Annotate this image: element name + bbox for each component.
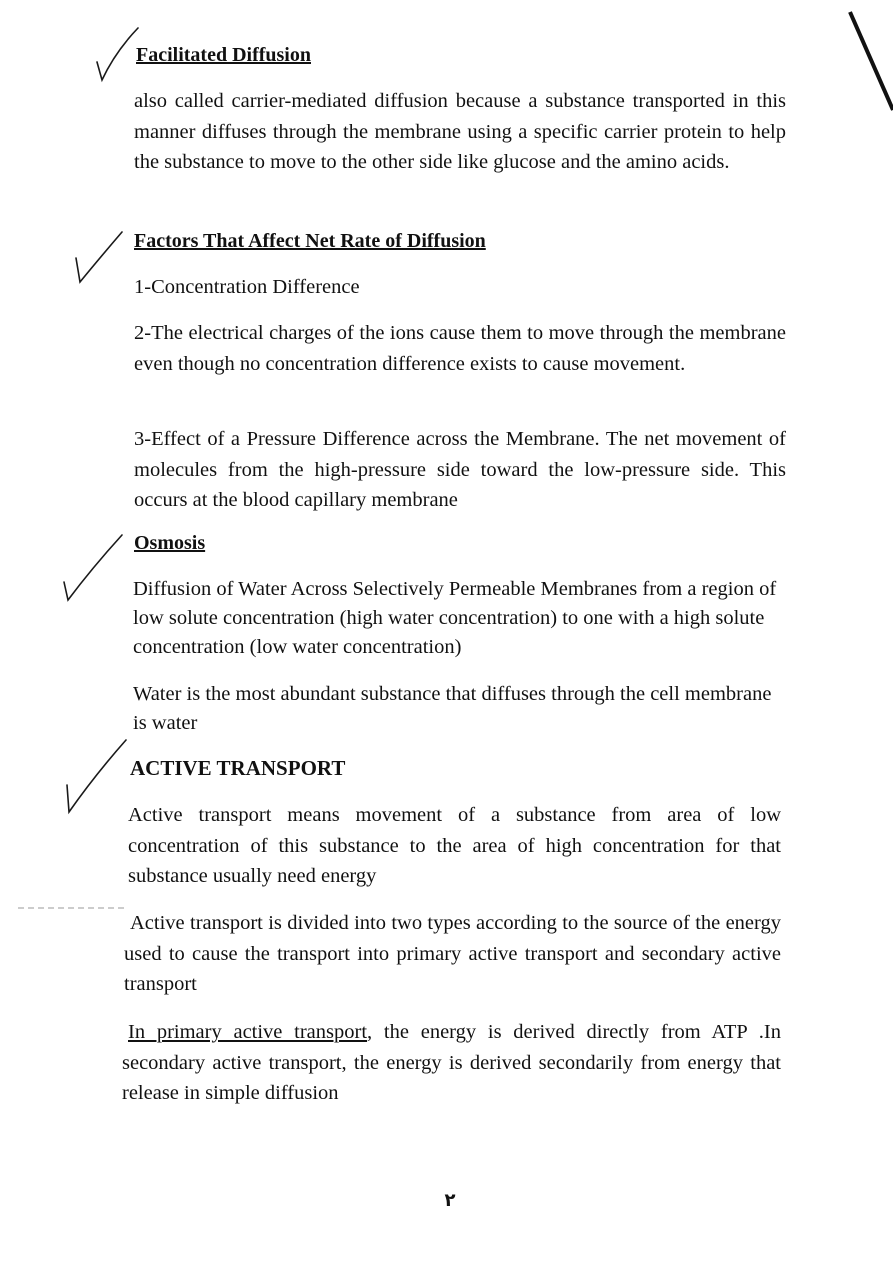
facilitated-diffusion-body: also called carrier-mediated diffusion because a substance transported in this manner diffuses through the membrane using a specific carrier protein to help the substance to move to the other side like glucose and the amino acids. xyxy=(134,90,786,173)
checkmark-icon xyxy=(64,535,122,600)
checkmark-icon xyxy=(97,28,138,80)
page-number: ٢ xyxy=(444,1190,456,1211)
factors-heading: Factors That Affect Net Rate of Diffusion xyxy=(134,230,486,252)
checkmark-icon xyxy=(76,232,122,282)
factor-item-3: 3-Effect of a Pressure Difference across the Membrane. The net movement of molecules from the high-pressure side toward the low-pressure side. This occurs at the blood capillary membrane xyxy=(134,428,786,511)
facilitated-diffusion-heading: Facilitated Diffusion xyxy=(136,44,311,66)
primary-active-transport-term: In primary active transport xyxy=(128,1021,368,1043)
corner-stroke-icon xyxy=(850,12,893,110)
factor-item-2: 2-The electrical charges of the ions cause them to move through the membrane even though no concentration difference exists to cause movement. xyxy=(134,322,786,375)
active-transport-body-2: Active transport is divided into two types according to the source of the energy used to cause the transport into primary active transport and secondary active transport xyxy=(124,912,781,995)
active-transport-body-1: Active transport means movement of a substance from area of low concentration of this substance to the area of high concentration for that substance usually need energy xyxy=(128,804,781,887)
osmosis-heading: Osmosis xyxy=(134,532,206,554)
active-transport-body-3 xyxy=(122,1017,781,1109)
checkmark-icon xyxy=(67,740,126,812)
active-transport-heading: ACTIVE TRANSPORT xyxy=(130,756,346,780)
osmosis-body-1: Diffusion of Water Across Selectively Permeable Membranes from a region of low solute concentration (high water concentration) to one with a high solute concentration (low water concentration) xyxy=(133,578,777,658)
active-transport-body-3-rest: , the energy is derived directly from ATP .In secondary active transport, the energy is derived secondarily from energy that release in simple diffusion xyxy=(122,1021,782,1104)
osmosis-body-2: Water is the most abundant substance that diffuses through the cell membrane is water xyxy=(133,683,772,734)
factor-item-1: 1-Concentration Difference xyxy=(134,276,360,298)
